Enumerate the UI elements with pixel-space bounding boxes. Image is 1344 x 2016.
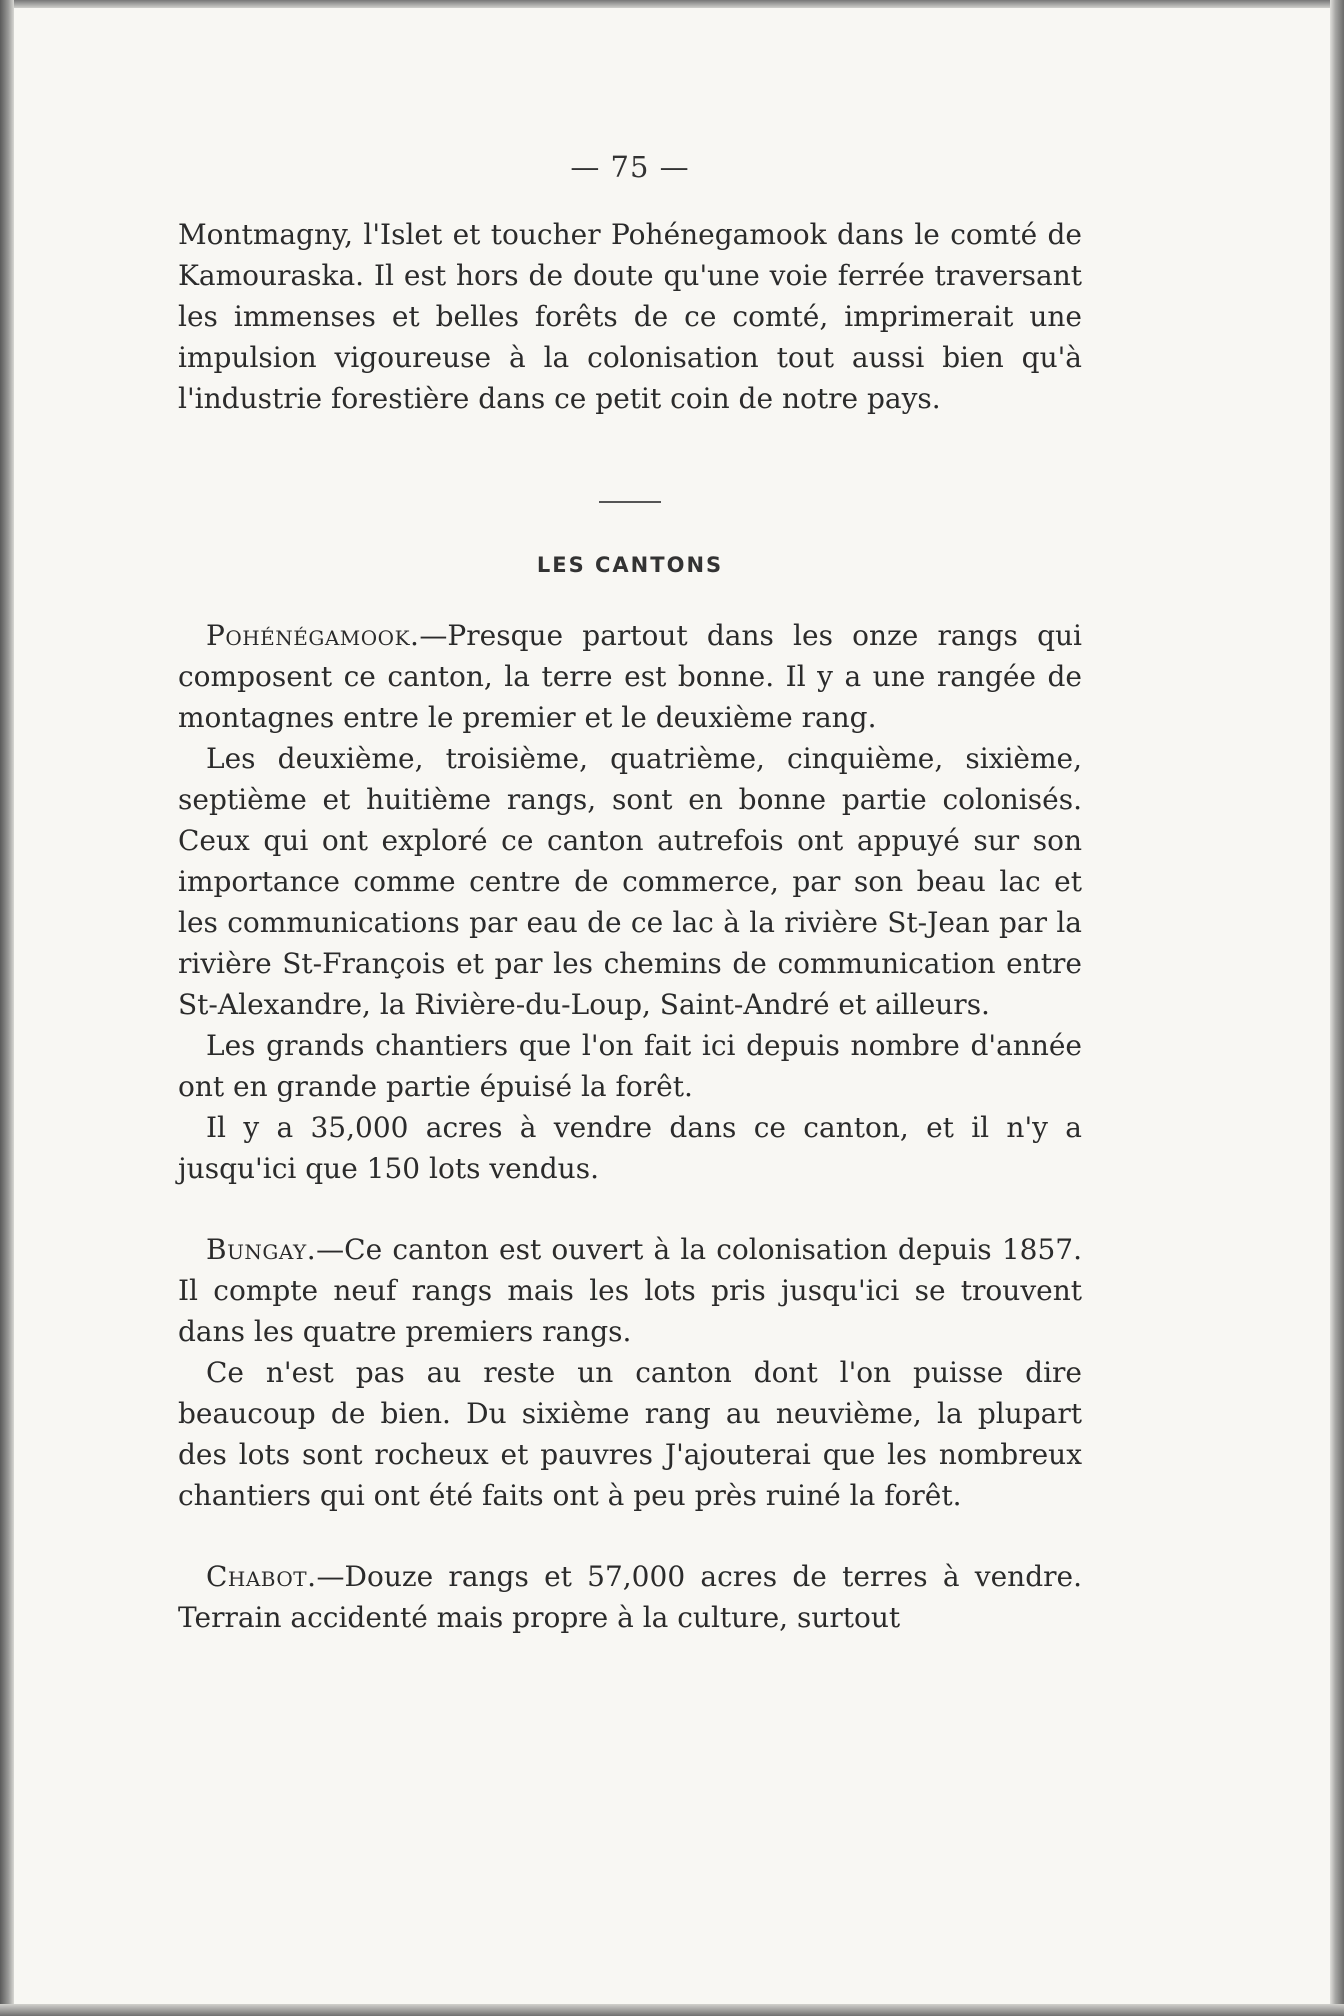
canton-paragraph <box>178 615 1082 738</box>
paragraph: Les grands chantiers que l'on fait ici depuis nombre d'année ont en grande partie épuisé la forêt. <box>178 1029 1082 1103</box>
section-heading: LES CANTONS <box>536 553 724 577</box>
paragraph: Il y a 35,000 acres à vendre dans ce canton, et il n'y a jusqu'ici que 150 lots vendus. <box>178 1111 1082 1185</box>
canton-text: —Presque partout dans les onze rangs qui composent ce canton, la terre est bonne. Il y a une rangée de montagnes entre le premier et le deuxième rang. <box>178 619 1082 734</box>
scan-left-edge <box>0 0 14 2016</box>
canton-text: —Douze rangs et 57,000 acres de terres à vendre. Terrain accidenté mais propre à la culture, surtout <box>178 1560 1082 1634</box>
scan-bottom-edge <box>0 2004 1344 2016</box>
canton-name: Bungay. <box>206 1233 317 1266</box>
canton-paragraph <box>178 1229 1082 1352</box>
section-rule <box>599 501 661 503</box>
spacer <box>178 1516 1082 1556</box>
scan-right-edge <box>1330 0 1344 2016</box>
paragraph: Ce n'est pas au reste un canton dont l'on puisse dire beaucoup de bien. Du sixième rang au neuvième, la plupart des lots sont rocheux et pauvres J'ajouterai que les nombreux chantiers qui ont été faits ont à peu près ruiné la forêt. <box>178 1356 1082 1512</box>
canton-name: Pohénégamook. <box>206 619 420 652</box>
scan-top-edge <box>0 0 1344 8</box>
canton-text: —Ce canton est ouvert à la colonisation depuis 1857. Il compte neuf rangs mais les lots pris jusqu'ici se trouvent dans les quatre premiers rangs. <box>178 1233 1082 1348</box>
spacer <box>178 1189 1082 1229</box>
canton-name: Chabot. <box>206 1560 317 1593</box>
page-number: — 75 — <box>570 150 690 184</box>
page-body <box>178 150 1082 1638</box>
paragraph: Les deuxième, troisième, quatrième, cinquième, sixième, septième et huitième rangs, sont en bonne partie colonisés. Ceux qui ont exploré ce canton autrefois ont appuyé sur son importance comme centre de commerce, par son beau lac et les communications par eau de ce lac à la rivière St-Jean par la rivière St-François et par les chemins de communication entre St-Alexandre, la Rivière-du-Loup, Saint-André et ailleurs. <box>178 742 1082 1021</box>
intro-paragraph: Montmagny, l'Islet et toucher Pohénegamook dans le comté de Kamouraska. Il est hors de doute qu'une voie ferrée traversant les immenses et belles forêts de ce comté, imprimerait une impulsion vigoureuse à la colonisation tout aussi bien qu'à l'industrie forestière dans ce petit coin de notre pays. <box>178 218 1082 415</box>
canton-paragraph <box>178 1556 1082 1638</box>
